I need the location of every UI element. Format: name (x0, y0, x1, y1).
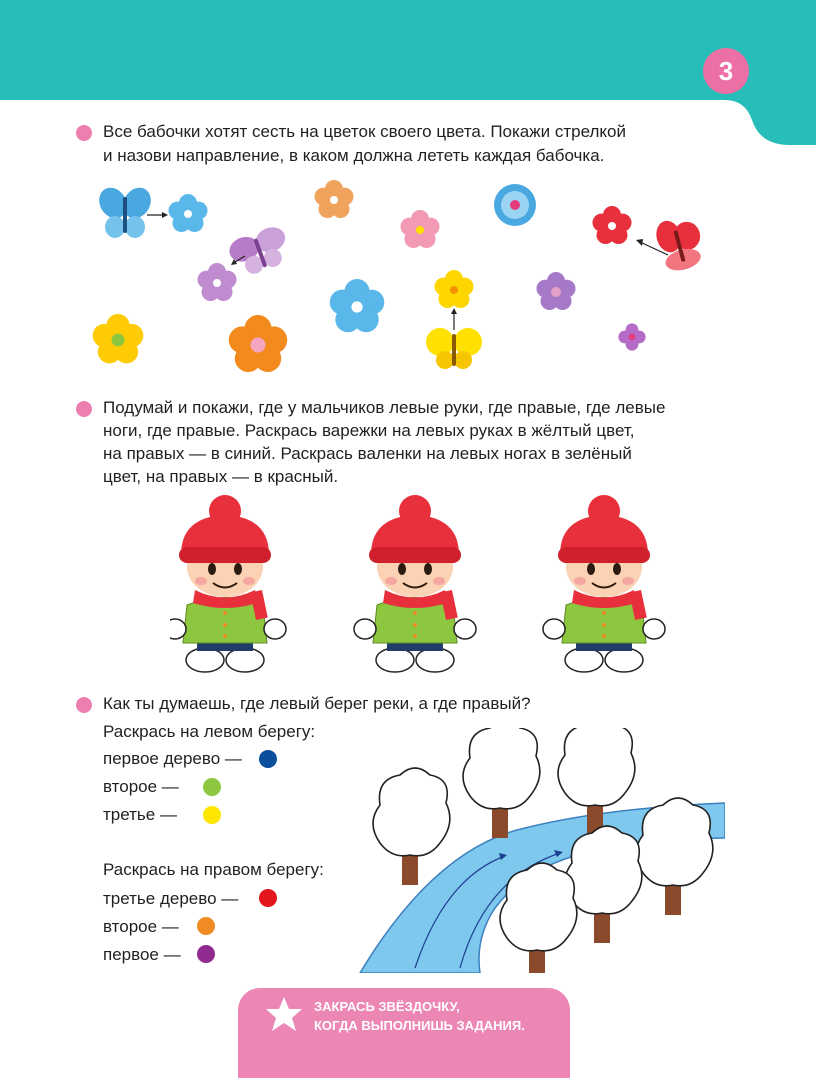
footer-line2: КОГДА ВЫПОЛНИШЬ ЗАДАНИЯ. (314, 1018, 525, 1033)
right-item-1-color-dot (259, 889, 277, 907)
right-bank-heading: Раскрась на правом берегу: (103, 860, 324, 879)
task2-bullet (76, 401, 92, 417)
task1-instruction (103, 120, 703, 168)
orange-large-flower-icon (229, 315, 288, 372)
boy-figure-2 (354, 495, 476, 672)
boy-figure-3 (543, 495, 665, 672)
boys-illustration (170, 495, 670, 680)
left-item-1-color-dot (259, 750, 277, 768)
task3-question: Как ты думаешь, где левый берег реки, а где правый? (103, 694, 531, 713)
right-item-3-label: первое — (103, 945, 181, 964)
task2-line2: ноги, где правые. Раскрась варежки на левых руках в жёлтый цвет, (103, 421, 635, 440)
blue-butterfly-icon (94, 183, 157, 238)
right-item-2-label: второе — (103, 917, 179, 936)
task2-instruction (103, 396, 703, 488)
river-trees-illustration (355, 728, 725, 973)
left-item-2-label: второе — (103, 777, 179, 796)
right-bank-tree-1 (500, 863, 577, 973)
footer-instruction (314, 997, 564, 1035)
left-item-2-color-dot (203, 778, 221, 796)
right-item-2-color-dot (197, 917, 215, 935)
violet-flower-icon (537, 272, 576, 310)
right-bank-tree-3 (636, 798, 713, 915)
boy-figure-1 (170, 495, 286, 672)
task2-line4: цвет, на правых — в красный. (103, 467, 339, 486)
red-flower-icon (593, 206, 632, 244)
yellow-large-flower-icon (93, 314, 144, 363)
task1-bullet (76, 125, 92, 141)
yellow-flower-icon (435, 270, 474, 308)
task2-line1: Подумай и покажи, где у мальчиков левые руки, где правые, где левые (103, 398, 666, 417)
yellow-butterfly-icon (426, 328, 482, 369)
right-bank-tree-2 (565, 826, 642, 943)
task3-bullet (76, 697, 92, 713)
left-item-3-color-dot (203, 806, 221, 824)
task2-line3: на правых — в синий. Раскрась валенки на левых ногах в зелёный (103, 444, 632, 463)
purple-butterfly-icon (226, 223, 294, 279)
right-item-1-label: третье дерево — (103, 889, 239, 908)
footer-line1: ЗАКРАСЬ ЗВЁЗДОЧКУ, (314, 999, 460, 1014)
blue-daisy-icon (494, 184, 536, 226)
light-blue-flower-icon (330, 279, 385, 332)
star-icon[interactable] (264, 995, 304, 1033)
page-number-badge: 3 (703, 48, 749, 94)
blue-flower-icon (169, 194, 208, 232)
task1-line2: и назови направление, в каком должна лететь каждая бабочка. (103, 146, 605, 165)
small-violet-flower-icon (618, 323, 645, 350)
left-item-1-label: первое дерево — (103, 749, 242, 768)
task1-line1: Все бабочки хотят сесть на цветок своего цвета. Покажи стрелкой (103, 122, 626, 141)
purple-flower-icon (198, 263, 237, 301)
left-bank-tree-2 (463, 728, 540, 838)
pink-flower-icon (401, 210, 440, 248)
left-item-3-label: третье — (103, 805, 177, 824)
left-bank-tree-1 (373, 768, 450, 885)
orange-star-flower-icon (315, 180, 354, 218)
left-bank-heading: Раскрась на левом берегу: (103, 722, 316, 741)
red-butterfly-icon (653, 213, 708, 274)
right-item-3-color-dot (197, 945, 215, 963)
butterflies-flowers-illustration (90, 170, 730, 385)
